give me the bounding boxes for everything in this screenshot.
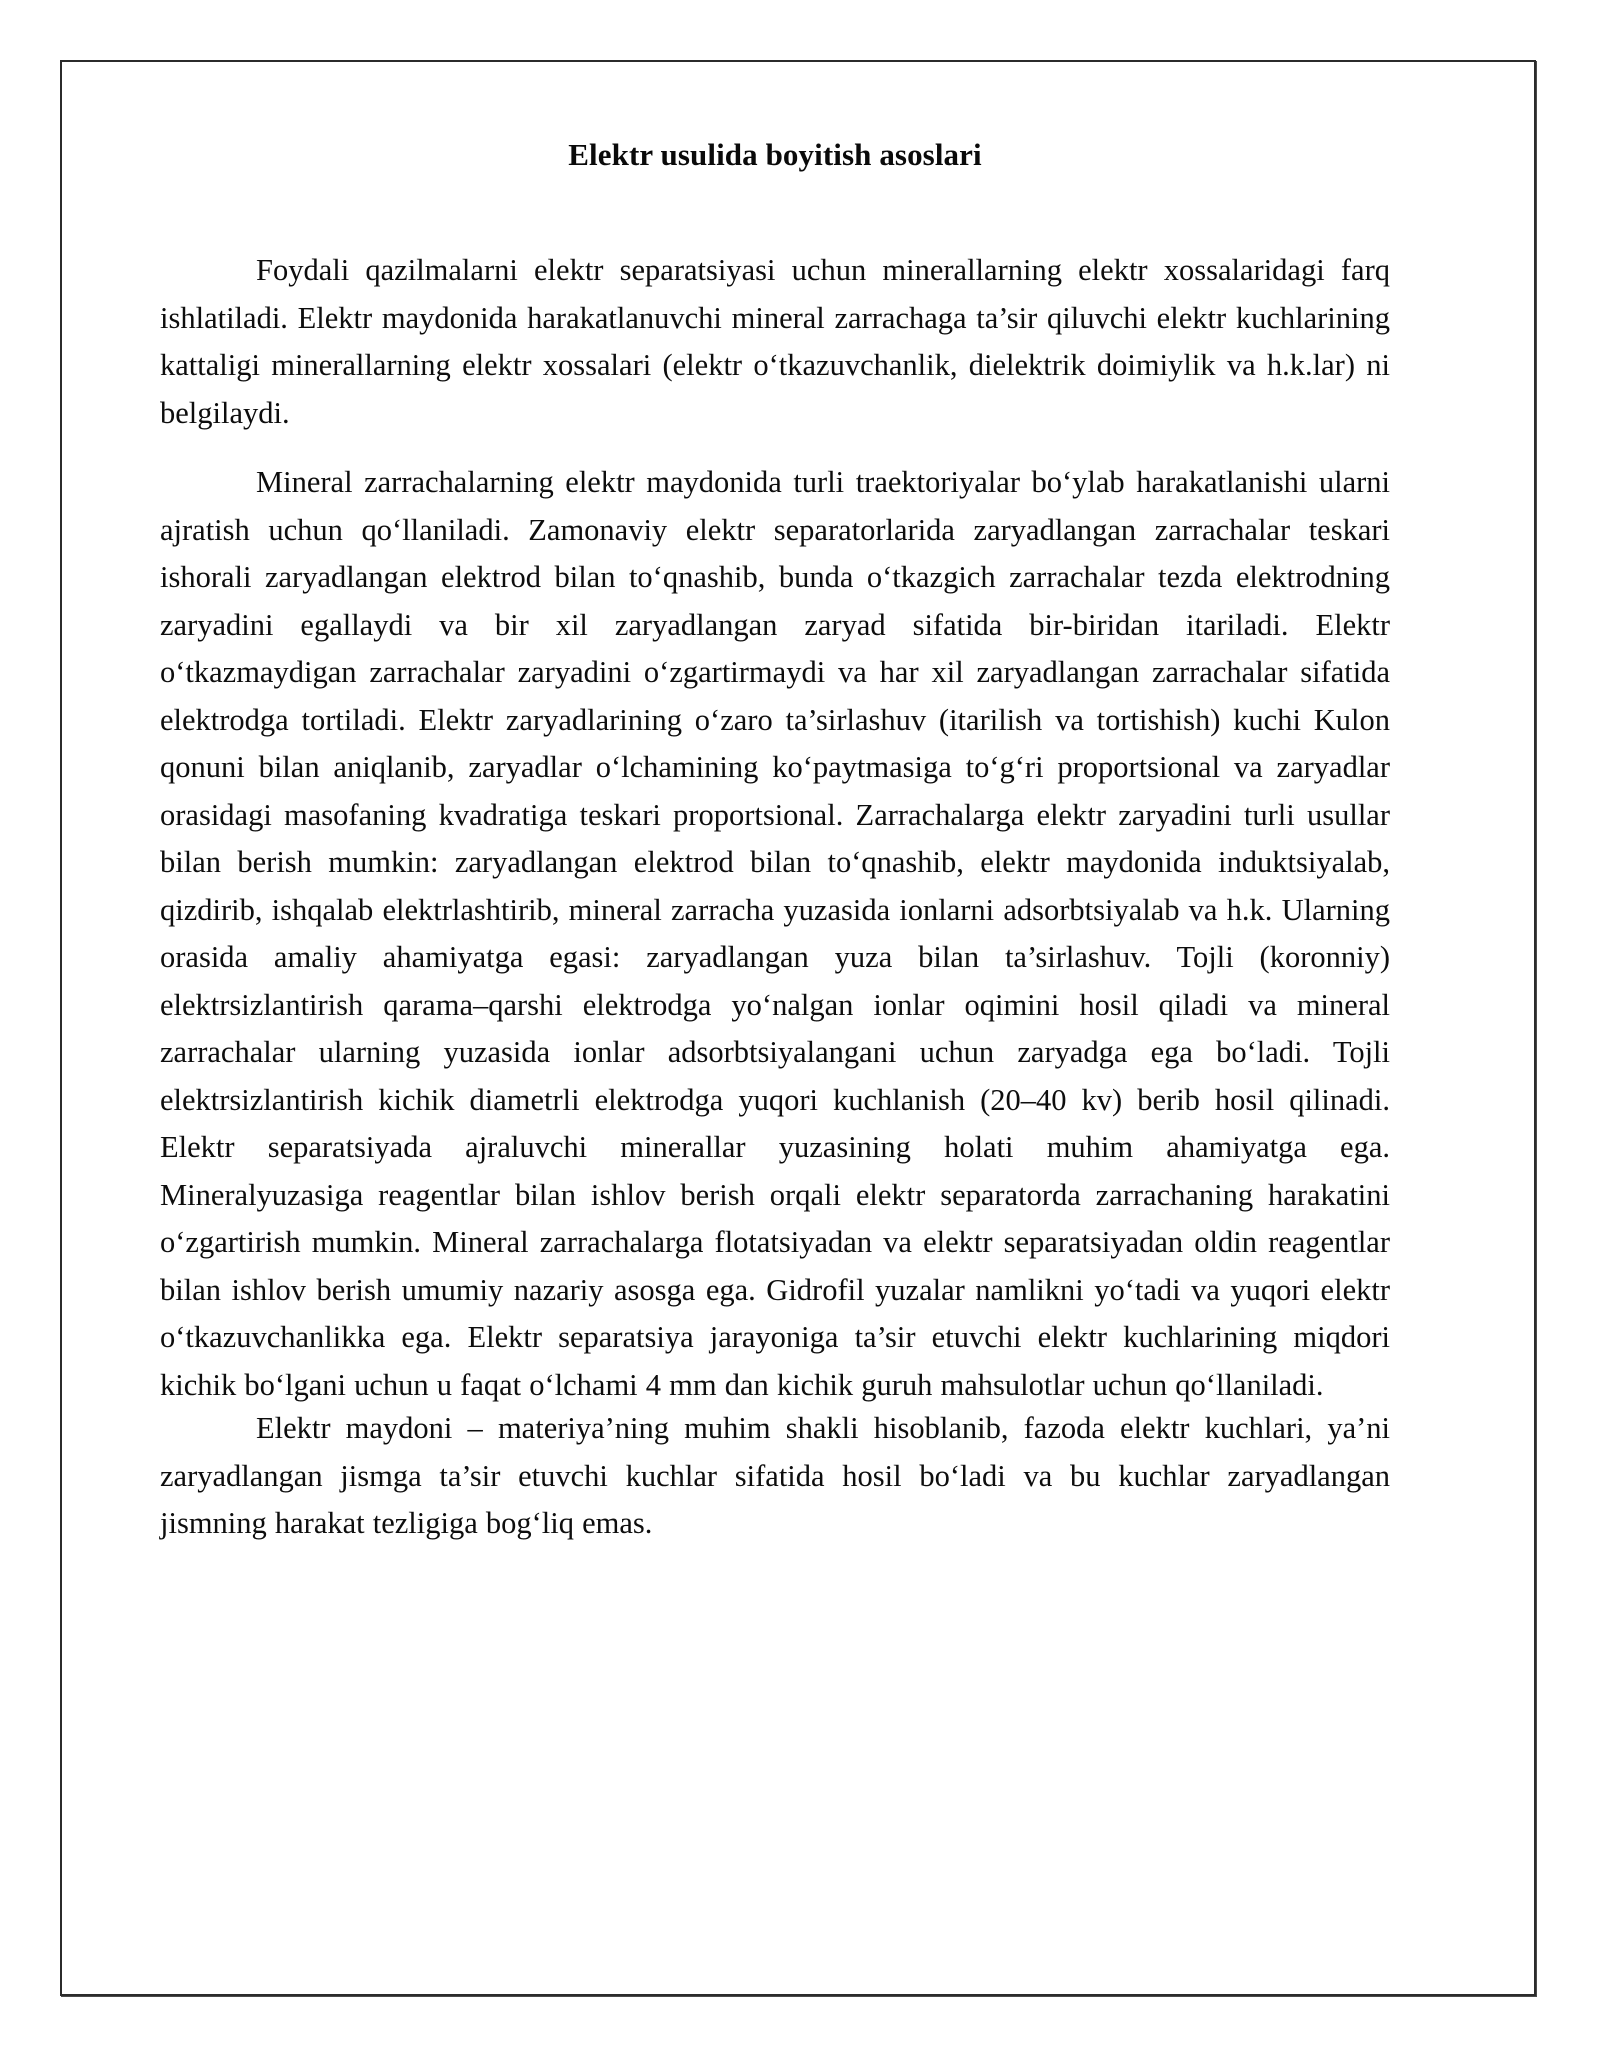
document-content	[160, 118, 1390, 1548]
page-title: Elektr usulida boyitish asoslari	[568, 137, 982, 172]
paragraph-1: Foydali qazilmalarni elektr separatsiyasi uchun minerallarning elektr xossalaridagi farq ishlatiladi. Elektr maydonida harakatlanuvchi mineral zarrachaga ta’sir qiluvchi elektr kuchlarining kattaligi minerallarning elektr xossalari (elektr o‘tkazuvchanlik, dielektrik doimiylik va h.k.lar) ni belgilaydi.	[160, 253, 1390, 430]
document-body	[160, 247, 1390, 1548]
paragraph-3: Elektr maydoni – materiya’ning muhim shakli hisoblanib, fazoda elektr kuchlari, ya’ni zaryadlangan jismga ta’sir etuvchi kuchlar sifatida hosil bo‘ladi va bu kuchlar zaryadlangan jismning harakat tezligiga bog‘liq emas.	[160, 1411, 1390, 1541]
paragraph-2: Mineral zarrachalarning elektr maydonida turli traektoriyalar bo‘ylab harakatlanishi ularni ajratish uchun qo‘llaniladi. Zamonaviy elektr separatorlarida zaryadlangan zarrachalar teskari ishorali zaryadlangan elektrod bilan to‘qnashib, bunda o‘tkazgich zarrachalar tezda elektrodning zaryadini egallaydi va bir xil zaryadlangan zaryad sifatida bir-biridan itariladi. Elektr o‘tkazmaydigan zarrachalar zaryadini o‘zgartirmaydi va har xil zaryadlangan zarrachalar sifatida elektrodga tortiladi. Elektr zaryadlarining o‘zaro ta’sirlashuv (itarilish va tortishish) kuchi Kulon qonuni bilan aniqlanib, zaryadlar o‘lchamining ko‘paytmasiga to‘g‘ri proportsional va zaryadlar orasidagi masofaning kvadratiga teskari proportsional. Zarrachalarga elektr zaryadini turli usullar bilan berish mumkin: zaryadlangan elektrod bilan to‘qnashib, elektr maydonida induktsiyalab, qizdirib, ishqalab elektrlashtirib, mineral zarracha yuzasida ionlarni adsorbtsiyalab va h.k. Ularning orasida amaliy ahamiyatga egasi: zaryadlangan yuza bilan ta’sirlashuv. Tojli (koronniy) elektrsizlantirish qarama–qarshi elektrodga yo‘nalgan ionlar oqimini hosil qiladi va mineral zarrachalar ularning yuzasida ionlar adsorbtsiyalangani uchun zaryadga ega bo‘ladi. Tojli elektrsizlantirish kichik diametrli elektrodga yuqori kuchlanish (20–40 kv) berib hosil qilinadi. Elektr separatsiyada ajraluvchi minerallar yuzasining holati muhim ahamiyatga ega. Mineralyuzasiga reagentlar bilan ishlov berish orqali elektr separatorda zarrachaning harakatini o‘zgartirish mumkin. Mineral zarrachalarga flotatsiyadan va elektr separatsiyadan oldin reagentlar bilan ishlov berish umumiy nazariy asosga ega. Gidrofil yuzalar namlikni yo‘tadi va yuqori elektr o‘tkazuvchanlikka ega. Elektr separatsiya jarayoniga ta’sir etuvchi elektr kuchlarining miqdori kichik bo‘lgani uchun u faqat o‘lchami 4 mm dan kichik guruh mahsulotlar uchun qo‘llaniladi.	[160, 465, 1390, 1402]
